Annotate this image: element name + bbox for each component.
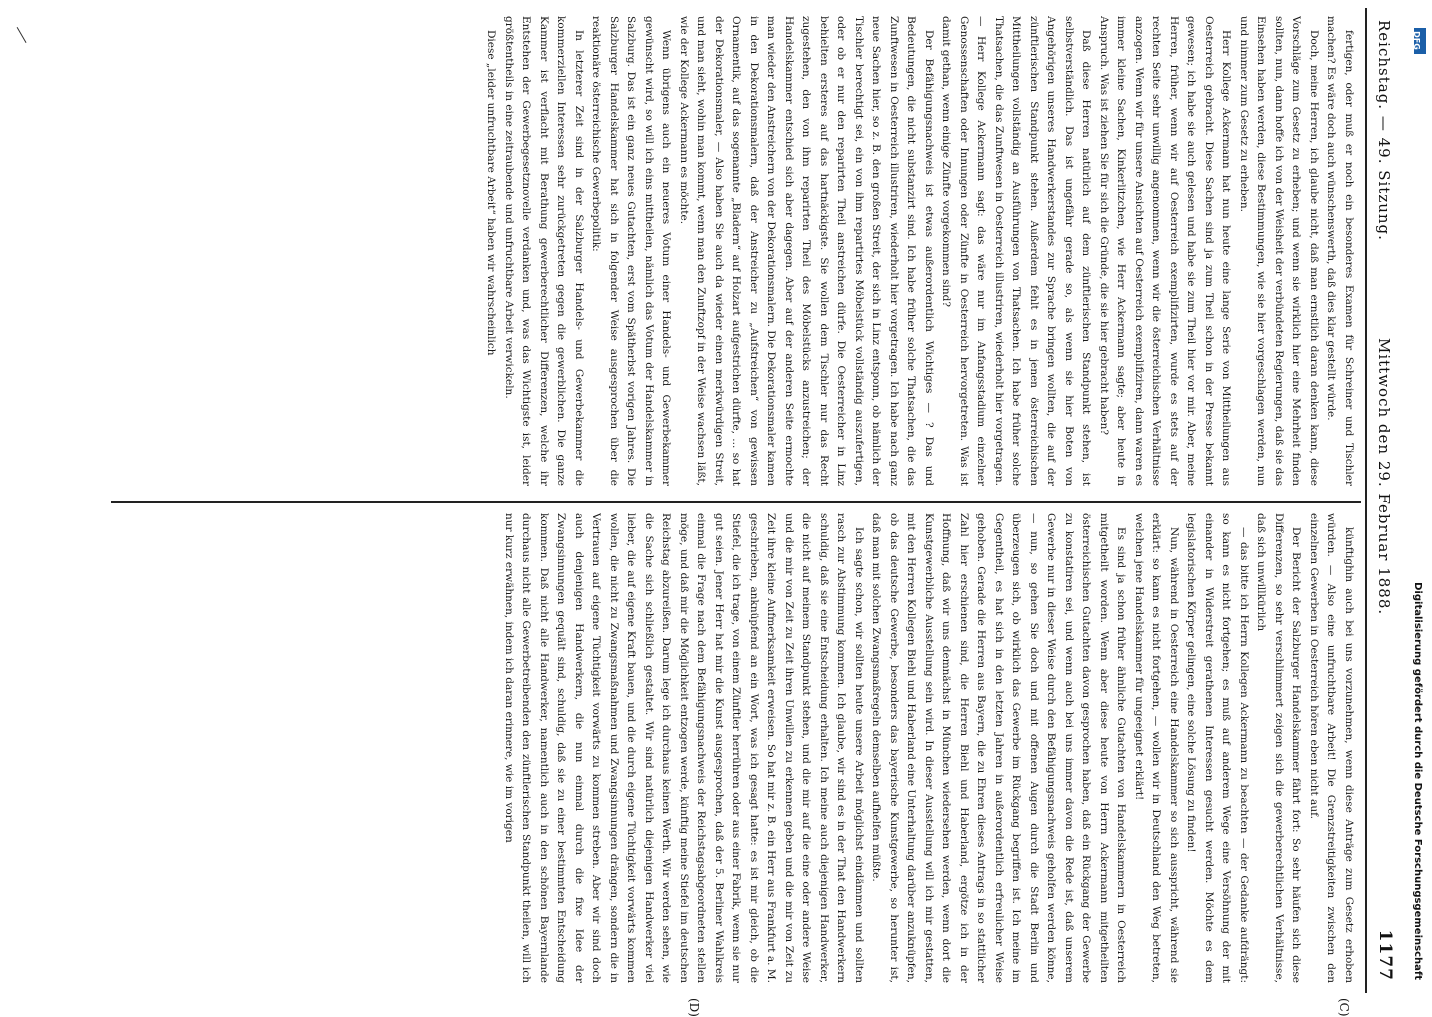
- left-column-paragraph: Diese „leider unfruchtbare Arbeit“ haben wir wahrscheinlich: [485, 30, 498, 356]
- left-column-paragraph: fertigen, oder muß er noch ein besonderes Examen für Schreiner und Tischler machen? Es wäre doch auch wünschenswerth, daß dies klar gestellt würde.: [1325, 16, 1355, 486]
- left-column-paragraph: Wenn übrigens auch ein neueres Votum einer Handels- und Gewerbekammer gewünscht wird, so will ich eins mittheilen, nämlich das Votum der Handelskammer in Salzburg. Das ist ein ganz neues Gutachten, erst vom Spätherbst vorigen Jahres. Die Salzburger Handelskammer hat sich in folgender Weise ausgesprochen über die reaktionäre österreichische Gewerbepolitik:: [590, 16, 673, 486]
- digitization-stamp: [1406, 20, 1428, 980]
- right-column-paragraph: Der Bericht der Salzburger Handelskammer fährt fort: So sehr häufen sich diese Differenzen, so sehr verschlimmert zeigen sich die gewerberechtlichen Verhältnisse, daß sich unwillkürlich: [1255, 513, 1303, 983]
- column-divider: [111, 501, 1361, 503]
- page-header: [1367, 8, 1401, 993]
- page-number: 1177: [1375, 929, 1395, 981]
- right-column-paragraph: Nun, während in Oesterreich eine Handelskammer so sich ausspricht, während sie erklärt: so kann es nicht fortgehen, — wollen wir in Deutschland den Weg betreten, welchen jene Handelskammer für ungeeignet erklärt!: [1133, 513, 1180, 983]
- session-title: Reichstag. — 49. Sitzung.: [1375, 20, 1393, 241]
- dfg-logo: [1411, 28, 1426, 54]
- right-column-paragraph: — das bitte ich Herrn Kollegen Ackermann zu beachten — der Gedanke aufdrängt: so kann es nicht fortgehen; es muß auf anderem Wege eine Versöhnung der mit einander in Widerstreit gerathenen Interessen gesucht werden. Möchte es dem legislatorischen Körper gelingen, eine solche Lösung zu finden!: [1185, 513, 1250, 983]
- right-column-paragraph: Ich sagte schon, wir sollten heute unsere Arbeit möglichst eindämmen und sollten rasch zur Abstimmung kommen. Ich glaube, wir sind es in der That den Handwerkern schuldig, daß sie eine Entscheidung erhalten. Ich meine auch diejenigen Handwerker, die nicht auf meinem Standpunkt stehen, und die mir auf die eine oder andere Weise und die mir von Zeit zu Zeit ihren Unwillen zu erkennen geben und die mir von Zeit zu Zeit ihre kleine Aufmerksamkeit erweisen. So hat mir z. B. ein Herr aus Frankfurt a. M. geschrieben, anknüpfend an ein Wort, was ich gesagt hatte: es ist mir gleich, ob die Stiefel, die ich trage, von einem Zünftler herrühren oder aus einer Fabrik, wenn sie nur gut seien. Jener Herr hat mir die Kunst ausgesprochen, daß der 5. Berliner Wahlkreis einmal die Frage nach dem Befähigungsnachweis der Reichstagsabgeordneten stellen möge, und daß mir die Möglichkeit entzogen werde, künftig meine Stiefel im deutschen Reichstag abzureißen. Darum lege ich durchaus keinen Werth. Wir werden sehen, wie die Sache sich schließlich gestaltet. Wir sind natürlich diejenigen Handwerker viel lieber, die auf eigene Kraft bauen, und die durch eigene Tüchtigkeit vorwärts kommen wollen, die nicht zu Zwangsmaßnahmen und Zwangsinnungen drängen, sondern die in Vertrauen auf eigene Tüchtigkeit vorwärts zu kommen streben. Aber wir sind doch auch denjenigen Handwerkern, die nun einmal durch die fixe Idee der Zwangsinnungen gequält sind, schuldig, daß sie zu einer bestimmten Entscheidung kommen. Daß nicht alle Handwerker, namentlich auch in den schönen Bayernlande durchaus nicht alle Gewerbetreibenden den zünftlerischen Standpunkt theilen, will ich nur kurz erwähnen, indem ich daran erinnere, wie im vorigen: [503, 513, 865, 983]
- margin-marker-c: (C): [1337, 998, 1351, 1017]
- session-date: Mittwoch den 29. Februar 1888.: [1375, 338, 1393, 616]
- scan-mark: [17, 19, 41, 43]
- left-column-paragraph: Daß diese Herren natürlich auf dem zünftlerischen Standpunkt stehen, ist selbstverständlich. Das ist ungefähr gerade so, als wenn sie hier Boten von Angehörigen unseres Handwerkerstandes zur Sprache bringen wollten, die auf der zünftlerischen Standpunkt stehen. Außerdem fehlt es in jenen österreichischen Mittheilungen vollständig an Ausführungen von Thatsachen. Ich habe früher solche Thatsachen, die das Zunftwesen in Oesterreich illustriren, wiederholt hier vorgetragen. — Herr Kollege Ackermann sagt: das wäre nur im Anfangsstadium einzelner Genossenschaften oder Innungen oder Zünfte in Oesterreich hervorgetreten. Was ist damit gethan, wenn einige Zünfte vorgekommen sind?: [940, 16, 1093, 486]
- left-column-paragraph: Doch, meine Herren, ich glaube nicht, daß man ernstlich daran denken kann, diese Vorschläge zum Gesetz zu erheben; und wenn sie wirklich hier eine Mehrheit finden sollten, nun, dann hoffe ich von der Weisheit der verbündeten Regierungen, daß sie das Einsehen haben werden, diese Bestimmungen, wie sie hier vorgeschlagen werden, nun und nimmer zum Gesetz zu erheben.: [1238, 16, 1320, 486]
- right-column-paragraph: künftighin auch bei uns vorzunehmen, wenn diese Anträge zum Gesetz erhoben würden. — Also eine unfruchtbare Arbeit! Die Grenzstreitigkeiten zwischen den einzelnen Gewerben in Oesterreich hören eben nicht auf.: [1308, 513, 1355, 983]
- left-column-paragraph: Der Befähigungsnachweis ist etwas außerordentlich Wichtiges — ? Das und Bedeutungen, die nicht substanzirt sind. Ich habe früher solche Thatsachen, die das Zunftwesen in Oesterreich illustriren, wiederholt hier vorgetragen. Ich habe nach ganz neue Sachen hier, so z. B. den großen Streit, der sich in Linz entsponn, ob nämlich der Tischler berechtigt sei, ein von ihm repartirtes Möbelstück vollständig auszufertigen, oder ob er nur den reparirten Theil anstreichen dürfe. Die Oesterreicher in Linz behielten ersteres auf das hartnäckigste. Sie wollen dem Tischler nur das Recht zugestehen, den von ihm reparirten Theil des Möbelstücks anzustreichen; der Handelskammer entschied sich aber dagegen. Aber auf der anderen Seite ermochte man wieder den Anstreichern von der Dekorationsmalern. Die Dekorationsmaler kamen in den Dekorationsmalern, daß der Anstreicher zu „Aufstreichen“ von gewissen Ornamentik, auf das sogenannte „Bladern“ auf Holzart aufgestrichen dürfte, ... so hat der Dekorationsmaler, — Also haben Sie auch da wieder einen merkwürdigen Streit, und man sieht, wohin man kommt, wenn man den Zunftzopf in der Weise wachsen läßt, wie der Kollege Ackermann es möchte.: [678, 16, 935, 486]
- dfg-logo-text: DFG: [1411, 31, 1421, 50]
- left-column-paragraph: Herr Kollege Ackermann hat nun heute eine lange Serie von Mittheilungen aus Oesterreich gebracht. Diese Sachen sind ja zum Theil schon in der Presse bekannt gewesen; ich habe sie auch gelesen und habe sie zum Theil hier vor mir. Aber, meine Herren, früher, wenn wir auf Oesterreich exemplifizirten, wurde es stets auf der rechten Seite sehr unwillig angenommen, wenn wir die österreichischen Verhältnisse anzogen. Wenn wir für unsere Ansichten auf Oesterreich exemplifiziren, dann waren es immer kleine Sachen, Kinkerlitzchen, wie Herr Ackermann sagte; aber heute in Anspruch. Was ist ziehen Sie für sich die Gründe, die sie hier gebracht haben?: [1098, 16, 1233, 486]
- margin-marker-d: (D): [687, 998, 701, 1017]
- left-column: [117, 16, 1357, 486]
- left-column-paragraph: In letzterer Zeit sind in der Salzburger Handels- und Gewerbekammer die kommerziellen Interessen sehr zurückgetreten gegen die gewerblichen. Die ganze Kammer ist verflacht mit Berathung gewerberechtlicher Differenzen, welche ihr Entstehen der Gewerbegesetznovelle verdanken und, was das Wichtigste ist, leider größtentheils in eine zeitraubende und unfruchtbare Arbeit verwickeln.: [503, 16, 585, 486]
- right-column-paragraph: Es sind ja schon früher ähnliche Gutachten von Handelskammern in Oesterreich mitgetheilt worden. Wenn aber diese heute von Herrn Ackermann mitgetheilten österreichischen Gutachten davon gesprochen haben, daß ein Rückgang der Gewerbe zu konstatiren sei, und wenn auch bei uns immer davon die Rede ist, daß unserem Gewerbe nur in dieser Weise durch den Befähigungsnachweis geholfen werden könne, — nun, so gehen Sie doch und mit offenen Augen durch die Stadt Berlin und überzeugen sich, ob wirklich das Gewerbe im Rückgang begriffen ist. Ich meine im Gegentheil, es hat sich in den letzten Jahren in außerordentlich erfreulicher Weise gehoben. Gerade die Herren aus Bayern, die zu Ehren dieses Antrags in so stattlicher Zahl hier erschienen sind, die Herren Biehl und Haberland, ergötze ich in der Hoffnung, daß wir uns demnächst in München wiedersehen werden, wenn dort die Kunstgewerbliche Ausstellung sein wird. In dieser Ausstellung will ich mir gestatten, mit den Herren Kollegen Biehl und Haberland eine Unterhaltung darüber anzuknüpfen, ob das deutsche Gewerbe, besonders das bayerische Kunstgewerbe, so herunter ist, daß man mit solchen Zwangsmaßregeln demselben aufhelfen müßte.: [870, 513, 1128, 983]
- header-rule: [1365, 8, 1367, 993]
- right-column: [117, 513, 1357, 983]
- rotated-page-content: [101, 8, 1401, 1017]
- digitization-stamp-text: Digitalisierung gefördert durch die Deutsche Forschungsgemeinschaft: [1412, 582, 1423, 980]
